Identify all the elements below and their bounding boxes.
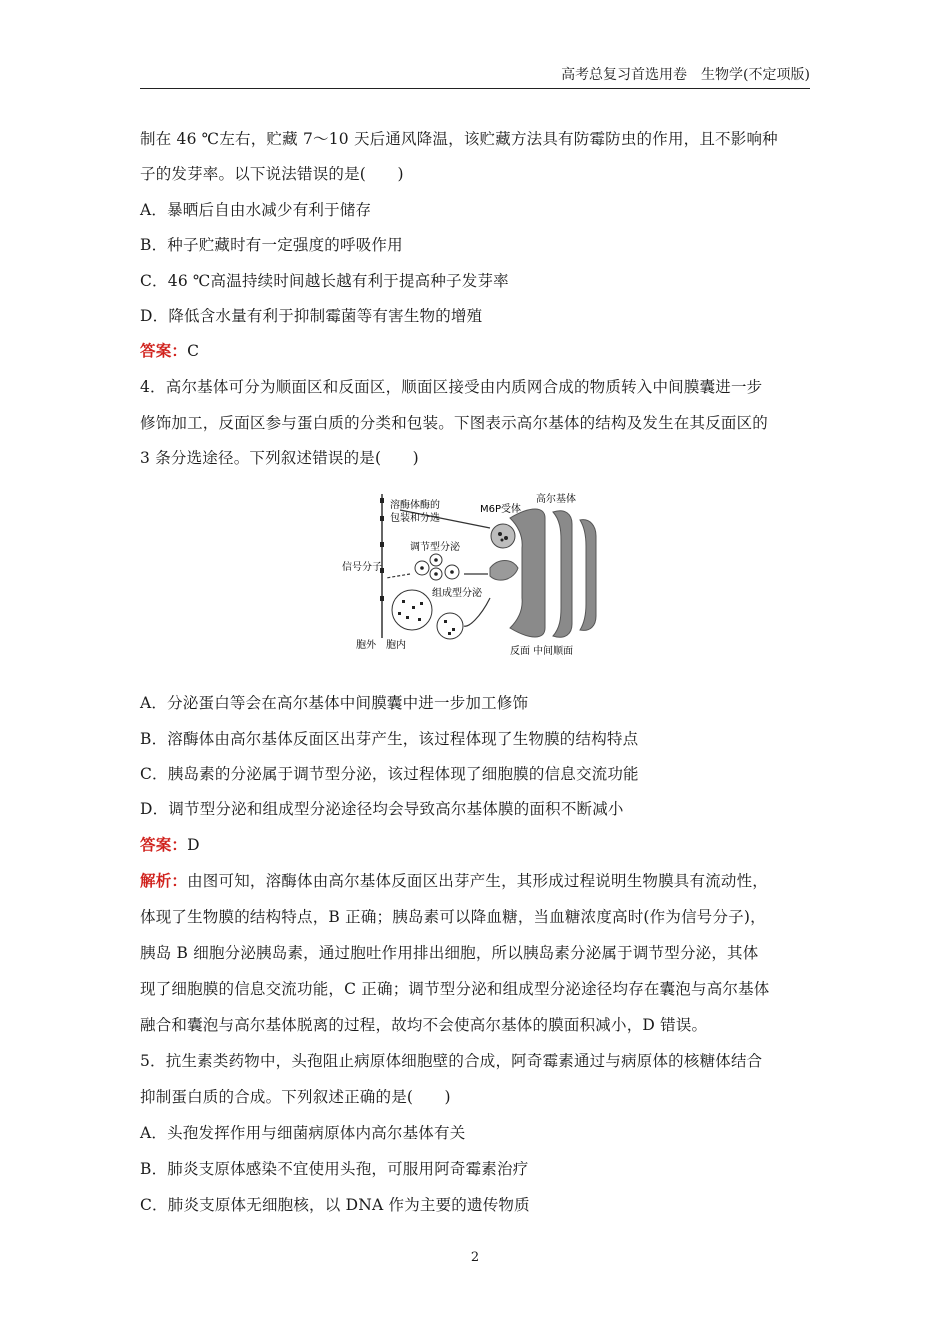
constitutive-arrow xyxy=(464,598,490,626)
q4-analysis-text1: 由图可知，溶酶体由高尔基体反面区出芽产生，其形成过程说明生物膜具有流动性， xyxy=(187,872,769,890)
label-lysosome-2: 包装和分选 xyxy=(390,513,440,524)
q5-stem-line1: 5．抗生素类药物中，头孢阻止病原体细胞壁的合成，阿奇霉素通过与病原体的核糖体结合 xyxy=(140,1052,763,1070)
q3-option-d: D．降低含水量有利于抑制霉菌等有害生物的增殖 xyxy=(140,307,483,325)
q4-stem-line3: 3 条分选途径。下列叙述错误的是( ) xyxy=(140,449,419,467)
label-outside: 胞外 xyxy=(356,640,376,651)
q5-option-a: A．头孢发挥作用与细菌病原体内高尔基体有关 xyxy=(140,1124,466,1142)
label-regulated: 调节型分泌 xyxy=(410,542,460,553)
q4-stem-line2: 修饰加工，反面区参与蛋白质的分类和包装。下图表示高尔基体的结构及发生在其反面区的 xyxy=(140,414,769,432)
q5-option-c: C．肺炎支原体无细胞核，以 DNA 作为主要的遗传物质 xyxy=(140,1196,530,1214)
q3-answer-label: 答案： xyxy=(140,341,188,360)
q4-analysis-line5: 融合和囊泡与高尔基体脱离的过程，故均不会使高尔基体的膜面积减小，D 错误。 xyxy=(140,1016,708,1034)
q4-analysis-label: 解析： xyxy=(140,871,188,890)
label-faces: 反面 中间顺面 xyxy=(510,646,574,657)
label-golgi: 高尔基体 xyxy=(536,494,576,505)
q3-option-b: B．种子贮藏时有一定强度的呼吸作用 xyxy=(140,236,403,254)
golgi-stack xyxy=(510,509,596,637)
q3-option-c: C．46 ℃高温持续时间越长越有利于提高种子发芽率 xyxy=(140,272,509,290)
q4-analysis-line2: 体现了生物膜的结构特点，B 正确；胰岛素可以降血糖，当血糖浓度高时(作为信号分子)， xyxy=(140,908,766,926)
q4-answer-label: 答案： xyxy=(140,835,188,854)
q4-answer xyxy=(140,834,812,856)
signal-arrow xyxy=(386,574,410,578)
golgi-figure xyxy=(340,488,610,660)
label-lysosome-1: 溶酶体酶的 xyxy=(390,500,440,511)
m6p-vesicle xyxy=(491,524,515,548)
q4-option-b: B．溶酶体由高尔基体反面区出芽产生，该过程体现了生物膜的结构特点 xyxy=(140,730,639,748)
q4-option-c: C．胰岛素的分泌属于调节型分泌，该过程体现了细胞膜的信息交流功能 xyxy=(140,765,639,783)
q4-stem-line1: 4．高尔基体可分为顺面区和反面区，顺面区接受由内质网合成的物质转入中间膜囊进一步 xyxy=(140,378,763,396)
q4-option-d: D．调节型分泌和组成型分泌途径均会导致高尔基体膜的面积不断减小 xyxy=(140,800,624,818)
label-constitutive: 组成型分泌 xyxy=(432,588,482,599)
label-m6p: M6P受体 xyxy=(480,504,522,515)
q5-stem-line2: 抑制蛋白质的合成。下列叙述正确的是( ) xyxy=(140,1088,451,1106)
q3-option-a: A．暴晒后自由水减少有利于储存 xyxy=(140,201,372,219)
secreted-vesicle-outside xyxy=(392,590,432,630)
page-number: 2 xyxy=(470,1250,480,1265)
q4-analysis-line4: 现了细胞膜的信息交流功能，C 正确；调节型分泌和组成型分泌途径均存在囊泡与高尔基体 xyxy=(140,980,770,998)
q4-option-a: A．分泌蛋白等会在高尔基体中间膜囊中进一步加工修饰 xyxy=(140,694,529,712)
q3-answer-value: C xyxy=(187,342,200,360)
q5-option-b: B．肺炎支原体感染不宜使用头孢，可服用阿奇霉素治疗 xyxy=(140,1160,529,1178)
q3-stem-line1: 制在 46 ℃左右，贮藏 7～10 天后通风降温，该贮藏方法具有防霉防虫的作用，且不影响种 xyxy=(140,130,778,148)
header-title: 高考总复习首选用卷 生物学(不定项版) xyxy=(561,67,810,83)
constitutive-vesicle xyxy=(437,613,463,639)
q4-answer-value: D xyxy=(187,836,200,854)
q4-analysis-line1 xyxy=(140,870,812,892)
q4-analysis-line3: 胰岛 B 细胞分泌胰岛素，通过胞吐作用排出细胞，所以胰岛素分泌属于调节型分泌，其体 xyxy=(140,944,759,962)
label-signal: 信号分子 xyxy=(342,562,382,573)
label-inside: 胞内 xyxy=(386,640,406,651)
golgi-diagram xyxy=(340,488,610,660)
q3-stem-line2: 子的发芽率。以下说法错误的是( ) xyxy=(140,165,404,183)
q3-answer xyxy=(140,340,812,362)
page-header xyxy=(140,66,810,89)
